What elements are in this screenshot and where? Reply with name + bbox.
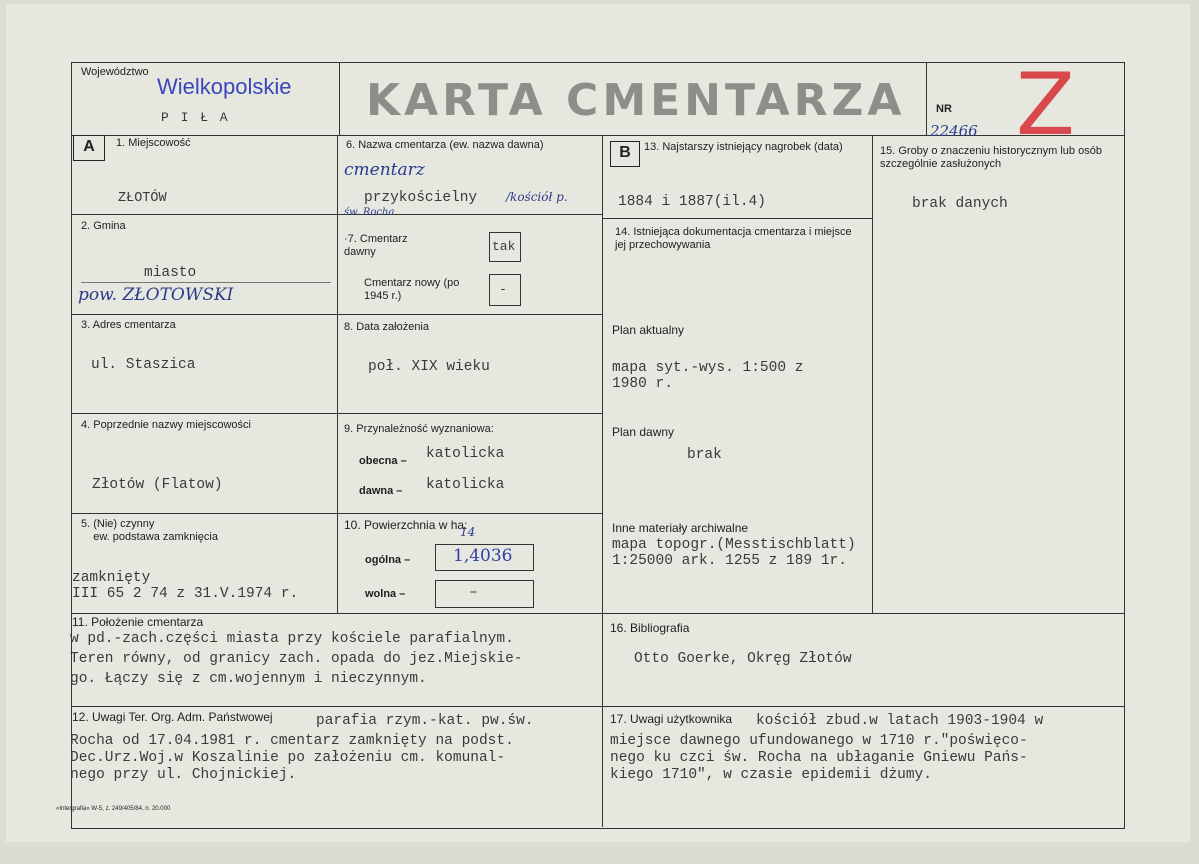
row-divider-c2-3 bbox=[337, 413, 602, 414]
plan-aktualny-label: Plan aktualny bbox=[612, 323, 685, 337]
z-mark: Z bbox=[1016, 55, 1075, 155]
nazwa-label: 6. Nazwa cmentarza (ew. nazwa dawna) bbox=[346, 139, 544, 151]
row-divider-c2-4 bbox=[337, 513, 602, 514]
poprzednie-label: 4. Poprzednie nazwy miejscowości bbox=[81, 419, 251, 431]
groby-value: brak danych bbox=[912, 196, 1008, 212]
dawna-value: katolicka bbox=[426, 477, 505, 493]
powierzchnia-label: 10. Powierzchnia w ha: bbox=[344, 518, 468, 532]
wolna-box bbox=[435, 580, 534, 608]
gmina-label: 2. Gmina bbox=[81, 220, 126, 232]
uwagi-ter-value-rest: Rocha od 17.04.1981 r. cmentarz zamknięty na podst. Dec.Urz.Woj.w Koszalinie po założeniu cm. komunal- nego przy ul. Chojnickiej. bbox=[70, 733, 514, 783]
nazwa-hand-suffix: /kościół p. bbox=[506, 190, 568, 204]
uwagi-uzytkownika-label: 17. Uwagi użytkownika bbox=[610, 712, 733, 726]
ogolna-label: ogólna – bbox=[365, 554, 411, 566]
data-zalozenia-label: 8. Data założenia bbox=[344, 321, 429, 333]
title-right-divider bbox=[926, 62, 927, 135]
czynny-value: zamknięty III 65 2 74 z 31.V.1974 r. bbox=[72, 570, 299, 602]
dawna-label: dawna – bbox=[359, 485, 403, 497]
powierzchnia-hand: 14 bbox=[460, 525, 476, 539]
poprzednie-value: Złotów (Flatow) bbox=[92, 477, 223, 493]
obecna-value: katolicka bbox=[426, 446, 505, 462]
line-nazwa-underline bbox=[81, 282, 331, 283]
pila-typed: P I Ł A bbox=[161, 110, 230, 125]
data-zalozenia-value: poł. XIX wieku bbox=[368, 359, 490, 375]
adres-label: 3. Adres cmentarza bbox=[81, 319, 176, 331]
wolna-label: wolna – bbox=[365, 588, 406, 600]
przynaleznosc-label: 9. Przynależność wyznaniowa: bbox=[344, 423, 494, 435]
row-divider-c1-1 bbox=[71, 214, 337, 215]
nazwa-hand: cmentarz bbox=[344, 160, 425, 180]
row-divider-uwagi bbox=[71, 706, 1124, 707]
row-divider-c3-1 bbox=[602, 218, 872, 219]
uwagi-uzytkownika-value-rest: miejsce dawnego ufundowanego w 1710 r."poświęco- nego ku czci św. Rocha na ubłaganie Gniewu Pańs- kiego 1710", w czasie epidemii dżumy. bbox=[610, 733, 1028, 783]
wojewodztwo-label: Województwo bbox=[81, 66, 149, 78]
col-divider-3 bbox=[872, 135, 873, 613]
bibliografia-label: 16. Bibliografia bbox=[610, 621, 690, 635]
czynny-label: 5. (Nie) czynny ew. podstawa zamknięcia bbox=[81, 518, 218, 543]
row-divider-c2-2 bbox=[337, 314, 602, 315]
adres-value: ul. Staszica bbox=[91, 357, 196, 373]
wojewodztwo-stamp: Wielkopolskie bbox=[157, 74, 292, 99]
col-divider-1 bbox=[337, 135, 338, 613]
nr-value: 22466 bbox=[930, 122, 978, 140]
cmentarz-dawny-label: ·7. Cmentarz dawny bbox=[344, 233, 408, 258]
uwagi-ter-value-first: parafia rzym.-kat. pw.św. bbox=[316, 713, 534, 729]
inne-materialy-value: mapa topogr.(Messtischblatt) 1:25000 ark. 1255 z 189 1r. bbox=[612, 537, 856, 569]
gmina-hand: pow. ZŁOTOWSKI bbox=[78, 285, 234, 305]
inne-materialy-label: Inne materiały archiwalne bbox=[612, 521, 749, 535]
section-b-box: B bbox=[610, 141, 640, 167]
polozenie-label: 11. Położenie cmentarza bbox=[72, 615, 204, 629]
plan-dawny-label: Plan dawny bbox=[612, 425, 675, 439]
polozenie-value: w pd.-zach.części miasta przy kościele parafialnym. Teren równy, od granicy zach. opada do jez.Miejskie- go. Łączy się z cm.wojennym i nieczynnym. bbox=[70, 631, 523, 687]
plan-dawny-value: brak bbox=[687, 447, 722, 463]
row-divider-c1-3 bbox=[71, 413, 337, 414]
bibliografia-value: Otto Goerke, Okręg Złotów bbox=[634, 651, 852, 667]
uwagi-ter-label: 12. Uwagi Ter. Org. Adm. Państwowej bbox=[72, 710, 273, 724]
dokumentacja-label: 14. Istniejąca dokumentacja cmentarza i miejsce jej przechowywania bbox=[615, 226, 852, 251]
miejscowosc-label: 1. Miejscowość bbox=[116, 137, 191, 149]
nazwa-hand-suffix2: św. Rocha bbox=[344, 207, 395, 218]
nazwa-typed: przykościelny bbox=[364, 190, 478, 206]
plan-aktualny-value: mapa syt.-wys. 1:500 z 1980 r. bbox=[612, 360, 804, 392]
print-info: «Intergrafia» W-5, z. 249/405/84, n. 20.000 bbox=[56, 806, 171, 812]
title-left-divider bbox=[339, 62, 340, 135]
cmentarz-dawny-value: tak bbox=[492, 239, 516, 254]
gmina-value: miasto bbox=[144, 265, 197, 281]
cmentarz-nowy-value: - bbox=[499, 282, 507, 297]
groby-label: 15. Groby o znaczeniu historycznym lub osób szczególnie zasłużonych bbox=[880, 145, 1102, 170]
card-title: KARTA CMENTARZA bbox=[366, 75, 906, 126]
cemetery-card bbox=[6, 4, 1190, 842]
row-divider-c1-2 bbox=[71, 314, 337, 315]
nr-label: NR bbox=[936, 103, 952, 115]
obecna-label: obecna – bbox=[359, 455, 407, 467]
section-a-box: A bbox=[73, 135, 105, 161]
row-divider-polozenie bbox=[71, 613, 1124, 614]
najstarszy-value: 1884 i 1887(il.4) bbox=[618, 194, 766, 210]
najstarszy-label: 13. Najstarszy istniejący nagrobek (data) bbox=[644, 141, 843, 153]
wolna-value: – bbox=[469, 585, 478, 601]
ogolna-value: 1,4036 bbox=[453, 546, 513, 566]
miejscowosc-value: ZŁOTÓW bbox=[118, 191, 167, 206]
uwagi-uzytkownika-value-first: kościół zbud.w latach 1903-1904 w bbox=[756, 713, 1044, 729]
cmentarz-nowy-label: Cmentarz nowy (po 1945 r.) bbox=[364, 277, 460, 302]
col-divider-2 bbox=[602, 135, 603, 827]
row-divider-c1-4 bbox=[71, 513, 337, 514]
